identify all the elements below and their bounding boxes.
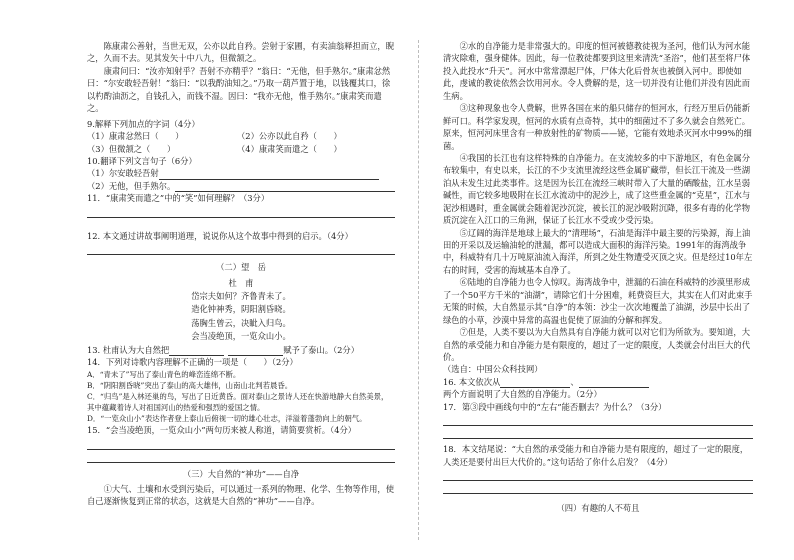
passage-paragraph-1: 陈康肃公善射，当世无双，公亦以此自矜。尝射于家圃，有卖油翁释担而立，睨之，久而不去。见其发矢十中八九，但微颔之。 [87,41,394,64]
q13-question [87,344,395,356]
q16-answer-2[interactable] [579,378,649,388]
q9-item-1: （1）康肃忿然曰（ ） [87,131,184,142]
section-4-title: （四）有趣的人不苟且 [556,503,640,513]
column-divider [418,40,419,540]
poem-line-2: 造化钟神秀，阴阳割昏晓。 [191,304,291,315]
q13-text-1: 13. 杜甫认为大自然把 [87,344,170,355]
q17-question: 17．第③段中画线句中的“左右”能否删去？为什么？（3分） [443,401,667,412]
q16-question [443,376,753,388]
q13-text-2: 赋予了泰山。（2分） [283,344,360,355]
paragraph-3: ③这种现象也令人费解，世界各国在来的船只储存的恒河水，行经万里后仍能新鲜可口。科学家发现，恒河的水质有点奇特，其中的细菌过不了多久就会自然死亡。原来，恒河河床里含有一种放射性的矿物质——铋，它能有效地杀灭河水中99%的细菌。 [443,103,752,151]
q10-answer-2[interactable] [175,182,395,192]
q16-answer-1[interactable] [500,378,570,388]
q15-answer-line-1[interactable] [87,437,395,450]
q13-answer-1[interactable] [169,346,224,356]
source-note: （选自：中国公众科技网） [443,364,543,375]
q12-answer-line[interactable] [87,242,395,255]
passage-paragraph-2: 康肃问曰：“汝亦知射乎？吾射不亦精乎？”翁曰：“无他，但手熟尔。”康肃忿然曰：“尔安敢轻吾射！”翁曰：“以我酌油知之。”乃取一葫芦置于地，以钱覆其口，徐以杓酌油沥之，自钱孔入，而钱不湿。因曰：“我亦无他，惟手熟尔。”康肃笑而遣之。 [87,65,391,114]
q17-answer-line-1[interactable] [443,413,753,426]
poem-author: 杜 甫 [228,277,254,288]
q9-title: 9.解释下列加点的字词（4分） [87,118,200,129]
q16-text-1: 16. 本文依次从 [443,376,501,387]
q10-item-1 [87,167,395,179]
q15-question: 15．“会当凌绝顶，一览众山小”两句历来被人称道，请简要赏析。（4分） [87,425,357,436]
poem-line-1: 岱宗夫如何？齐鲁青未了。 [191,291,291,301]
q14-option-a: A．“青未了”写出了泰山青色的峰峦连绵不断。 [87,369,241,379]
q17-answer-line-2[interactable] [443,426,753,439]
paragraph-5: ⑤辽阔的海洋是地球上最大的“清理场”，石油是海洋中最主要的污染源，海上油田的开采以及运输油轮的泄漏，都可以造成大面积的海洋污染。1991年的海湾战争中，科威特有几十万吨原油流入海洋，所到之处生物遭受灭顶之灾。但是经过10年左右的时间，受害的海域基本自净了。 [443,227,753,275]
q14-option-c: C．“归鸟”是入林还巢的鸟，写出了日近黄昏。面对泰山之景诗人还在快游地静大自然美景，其中蕴藏着诗人对祖国河山的热爱和强烈的爱国之情。 [87,391,389,412]
q10-answer-1[interactable] [159,170,379,180]
q10-item-2 [87,180,395,192]
q9-row-2 [87,143,395,155]
paragraph-4: ④我国的长江也有这样特殊的自净能力。在支流较多的中下游地区，有色金属分布较集中，有史以来，长江的不少支流里流经这些金属矿藏带，但长江干流及一些湖泊从未发生过此类事件。这是因为长江在流经三峡时带入了大量的硒酸盐，江水呈弱碱性，而它较多地吸附在长江水流动中的泥沙上，成了这些重金属的“克星”，江水与泥沙相遇时，重金属就会随着泥沙沉淀，被长江的泥沙吸附沉降，很多有毒的化学物质沉淀在入江口的三角洲，保证了长江水不受或少受污染。 [443,152,751,226]
q10-item-1-text: （1）尔安敢轻吾射 [87,168,159,179]
q15-answer-line-2[interactable] [87,450,395,463]
q9-item-3: （3）但微颔之（ ） [87,143,176,154]
q12-question: 12. 本文通过讲故事阐明道理，说说你从这个故事中得到的启示。（4分） [87,230,353,241]
q16-text-3: 两个方面说明了大自然的自净能力。（2分） [443,389,602,400]
q9-item-2: （2）公亦以此自矜（ ） [237,131,342,142]
paragraph-6: ⑥陆地的自净能力也令人惊叹。海湾战争中，泄漏的石油在科威特的沙漠里形成了一个50平方千米的“油湖”，请除它们十分困难，耗费资巨大，其实在人们对此束手无策的时候，大自然显示其“自净”的本领：沙尘一次次地覆盖了油湖，沙层中长出了绿色的小草，沙漠中异常的高温也促使了原油的分解和挥发。 [443,277,753,325]
poem-line-3: 荡胸生曾云，决眦入归鸟。 [191,317,291,328]
q18-answer-line-1[interactable] [443,468,753,481]
section-3-paragraph-1: ①大气、土壤和水受到污染后，可以通过一系列的物理、化学、生物等作用，使自己逐渐恢复到正常的状态，这就是大自然的“神功”——自净。 [87,484,394,507]
paragraph-7: ⑦但是，人类不要以为大自然具有自净能力就可以对它们为所欲为。要知道，大自然的承受能力和自净能力是有限度的，超过了一定的限度，人类就会付出巨大的代价。 [443,327,750,362]
left-column [87,40,395,508]
poem-line-4: 会当凌绝顶，一览众山小。 [191,331,291,342]
q14-option-b: B．“阴阳割昏晓”突出了泰山的高大雄伟，山南山北判若晨昏。 [87,380,293,390]
q9-item-4: （4）康肃笑而遣之（ ） [237,143,342,154]
q10-title: 10.翻译下列文言句子（6分） [87,155,197,166]
q11-question: 11．“康肃笑而遣之”中的“笑”如何理解？（3分） [87,193,270,204]
section-3-title: （三）大自然的“神功”——自净 [182,468,300,479]
q11-answer-line[interactable] [87,205,395,218]
q16-text-2: 、 [570,376,579,387]
q9-row-1 [87,130,395,142]
poem [87,277,395,344]
q10-item-2-text: （2）无他，但手熟尔。 [87,180,176,191]
section-2-title: （二）望 岳 [216,262,266,273]
q13-answer-2[interactable] [228,346,283,356]
q18-question: 18．本文结尾说：“大自然的承受能力和自净能力是有限度的，超过了一定的限度，人类还是要付出巨大代价的。”这句话给了你什么启发？（4分） [443,444,749,467]
right-column [443,40,753,517]
q18-answer-line-2[interactable] [443,481,753,494]
q14-title: 14．下列对诗歌内容理解不正确的一项是（ ）（2分） [87,357,298,368]
paragraph-2: ②水的自净能力是非常强大的。印度的恒河被德教徒视为圣河，他们认为河水能清灾除难，强身健体。因此，每一位教徒都要到这里来清洗“圣浴”，他们甚至将尸体投入此投水“升天”。河水中常常漂起尸体，尸体大化后骨灰也被倒入河中。即使如此，虔诚的教徒依然会饮用河水。令人费解的是，这一切并没有让他们并没有因此而生病。 [443,41,751,101]
q14-option-d: D．“一览众山小”表达作者登上泰山后俯视一切的雄心壮志，洋溢着蓬勃向上的朝气。 [87,414,367,424]
